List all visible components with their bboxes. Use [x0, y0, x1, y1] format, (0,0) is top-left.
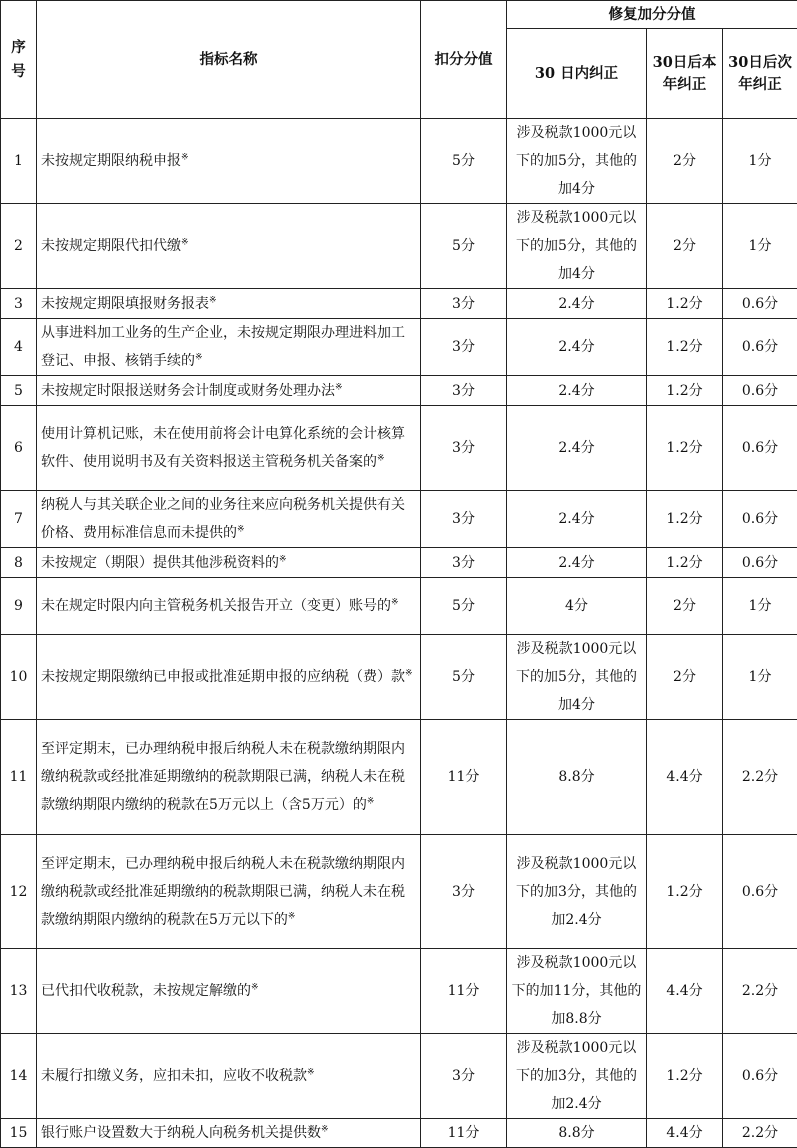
- table-row: [1, 635, 797, 720]
- next-year-value: 0.6分: [723, 835, 797, 949]
- within30-value: 2.4分: [507, 289, 647, 319]
- table-row: [1, 1119, 797, 1148]
- indicator-text: 使用计算机记账，未在使用前将会计电算化系统的会计核算软件、使用说明书及有关资料报送主管税务机关备案的: [41, 426, 405, 470]
- indicator-name: [37, 376, 421, 406]
- within30-value: 涉及税款1000元以下的加3分，其他的加2.4分: [507, 1034, 647, 1119]
- next-year-value: 0.6分: [723, 376, 797, 406]
- note-mark: ※: [181, 152, 189, 162]
- this-year-value: 1.2分: [647, 319, 723, 376]
- header-deduct: 扣分分值: [421, 1, 507, 119]
- next-year-value: 0.6分: [723, 406, 797, 491]
- note-mark: ※: [307, 1067, 315, 1077]
- next-year-value: 2.2分: [723, 949, 797, 1034]
- next-year-value: 1分: [723, 635, 797, 720]
- next-year-value: 2.2分: [723, 1119, 797, 1148]
- table-row: [1, 949, 797, 1034]
- within30-value: 2.4分: [507, 491, 647, 548]
- within30-value: 涉及税款1000元以下的加11分，其他的加8.8分: [507, 949, 647, 1034]
- indicator-text: 从事进料加工业务的生产企业，未按规定期限办理进料加工登记、申报、核销手续的: [41, 325, 405, 369]
- deduct-value: 5分: [421, 635, 507, 720]
- row-number: 2: [1, 204, 37, 289]
- table-row: [1, 376, 797, 406]
- note-mark: ※: [181, 237, 189, 247]
- indicator-text: 未履行扣缴义务，应扣未扣，应收不收税款: [41, 1068, 307, 1084]
- this-year-value: 1.2分: [647, 376, 723, 406]
- note-mark: ※: [209, 295, 217, 305]
- note-mark: ※: [251, 982, 259, 992]
- this-year-value: 2分: [647, 578, 723, 635]
- within30-value: 涉及税款1000元以下的加3分，其他的加2.4分: [507, 835, 647, 949]
- row-number: 9: [1, 578, 37, 635]
- row-number: 10: [1, 635, 37, 720]
- row-number: 3: [1, 289, 37, 319]
- deduct-value: 5分: [421, 204, 507, 289]
- deduct-value: 3分: [421, 491, 507, 548]
- within30-value: 涉及税款1000元以下的加5分，其他的加4分: [507, 119, 647, 204]
- table-row: [1, 1034, 797, 1119]
- this-year-value: 1.2分: [647, 406, 723, 491]
- next-year-value: 0.6分: [723, 548, 797, 578]
- this-year-value: 1.2分: [647, 491, 723, 548]
- deduct-value: 11分: [421, 1119, 507, 1148]
- table-row: [1, 119, 797, 204]
- deduct-value: 11分: [421, 949, 507, 1034]
- indicator-name: [37, 949, 421, 1034]
- deduct-value: 11分: [421, 720, 507, 835]
- note-mark: ※: [391, 597, 399, 607]
- indicator-name: [37, 1119, 421, 1148]
- indicator-text: 未按规定期限代扣代缴: [41, 238, 181, 254]
- note-mark: ※: [288, 911, 296, 921]
- table-row: [1, 578, 797, 635]
- indicator-text: 银行账户设置数大于纳税人向税务机关提供数: [41, 1125, 321, 1141]
- within30-value: 2.4分: [507, 319, 647, 376]
- table-row: [1, 319, 797, 376]
- table-row: [1, 406, 797, 491]
- indicator-name: [37, 635, 421, 720]
- row-number: 1: [1, 119, 37, 204]
- this-year-value: 1.2分: [647, 548, 723, 578]
- deduct-value: 3分: [421, 548, 507, 578]
- row-number: 12: [1, 835, 37, 949]
- indicator-text: 至评定期末，已办理纳税申报后纳税人未在税款缴纳期限内缴纳税款或经批准延期缴纳的税款期限已满，纳税人未在税款缴纳期限内缴纳的税款在5万元以下的: [41, 856, 405, 928]
- note-mark: ※: [335, 382, 343, 392]
- indicator-name: [37, 289, 421, 319]
- indicator-text: 未在规定时限内向主管税务机关报告开立（变更）账号的: [41, 598, 391, 614]
- deduct-value: 3分: [421, 319, 507, 376]
- indicator-name: [37, 720, 421, 835]
- within30-value: 8.8分: [507, 720, 647, 835]
- note-mark: ※: [237, 524, 245, 534]
- note-mark: ※: [321, 1124, 329, 1134]
- next-year-value: 0.6分: [723, 491, 797, 548]
- table-row: [1, 548, 797, 578]
- header-seq: 序号: [1, 1, 37, 119]
- deduct-value: 3分: [421, 1034, 507, 1119]
- indicator-name: [37, 406, 421, 491]
- table-row: [1, 835, 797, 949]
- within30-value: 2.4分: [507, 548, 647, 578]
- row-number: 7: [1, 491, 37, 548]
- row-number: 15: [1, 1119, 37, 1148]
- table-row: [1, 491, 797, 548]
- next-year-value: 1分: [723, 578, 797, 635]
- indicator-name: [37, 319, 421, 376]
- note-mark: ※: [377, 453, 385, 463]
- row-number: 13: [1, 949, 37, 1034]
- indicator-name: [37, 835, 421, 949]
- indicator-name: [37, 548, 421, 578]
- table-row: [1, 289, 797, 319]
- this-year-value: 1.2分: [647, 1034, 723, 1119]
- header-after30-thisyear: 30日后本年纠正: [647, 29, 723, 119]
- note-mark: ※: [279, 554, 287, 564]
- within30-value: 2.4分: [507, 406, 647, 491]
- this-year-value: 1.2分: [647, 835, 723, 949]
- next-year-value: 0.6分: [723, 1034, 797, 1119]
- indicator-text: 未按规定时限报送财务会计制度或财务处理办法: [41, 383, 335, 399]
- indicator-text: 未按规定期限缴纳已申报或批准延期申报的应纳税（费）款: [41, 669, 405, 685]
- indicator-name: [37, 578, 421, 635]
- header-within30: 30 日内纠正: [507, 29, 647, 119]
- row-number: 11: [1, 720, 37, 835]
- row-number: 8: [1, 548, 37, 578]
- this-year-value: 4.4分: [647, 949, 723, 1034]
- indicator-text: 未按规定期限纳税申报: [41, 153, 181, 169]
- indicator-text: 纳税人与其关联企业之间的业务往来应向税务机关提供有关价格、费用标准信息而未提供的: [41, 497, 405, 541]
- next-year-value: 2.2分: [723, 720, 797, 835]
- next-year-value: 1分: [723, 204, 797, 289]
- note-mark: ※: [195, 352, 203, 362]
- deduct-value: 5分: [421, 119, 507, 204]
- within30-value: 4分: [507, 578, 647, 635]
- table-row: [1, 204, 797, 289]
- deduct-value: 3分: [421, 376, 507, 406]
- deduct-value: 3分: [421, 289, 507, 319]
- deduct-value: 3分: [421, 835, 507, 949]
- note-mark: ※: [405, 668, 413, 678]
- indicator-text: 已代扣代收税款，未按规定解缴的: [41, 983, 251, 999]
- this-year-value: 2分: [647, 204, 723, 289]
- row-number: 5: [1, 376, 37, 406]
- indicator-name: [37, 204, 421, 289]
- this-year-value: 4.4分: [647, 720, 723, 835]
- row-number: 14: [1, 1034, 37, 1119]
- header-after30-nextyear: 30日后次年纠正: [723, 29, 797, 119]
- next-year-value: 0.6分: [723, 289, 797, 319]
- this-year-value: 2分: [647, 635, 723, 720]
- within30-value: 8.8分: [507, 1119, 647, 1148]
- indicator-name: [37, 119, 421, 204]
- deduct-value: 5分: [421, 578, 507, 635]
- table-row: [1, 720, 797, 835]
- indicator-text: 未按规定期限填报财务报表: [41, 296, 209, 312]
- indicator-text: 未按规定（期限）提供其他涉税资料的: [41, 555, 279, 571]
- row-number: 4: [1, 319, 37, 376]
- indicator-name: [37, 1034, 421, 1119]
- deduct-value: 3分: [421, 406, 507, 491]
- this-year-value: 1.2分: [647, 289, 723, 319]
- within30-value: 涉及税款1000元以下的加5分，其他的加4分: [507, 204, 647, 289]
- header-repair: 修复加分分值: [507, 1, 797, 29]
- within30-value: 涉及税款1000元以下的加5分，其他的加4分: [507, 635, 647, 720]
- this-year-value: 2分: [647, 119, 723, 204]
- this-year-value: 4.4分: [647, 1119, 723, 1148]
- indicator-text: 至评定期末，已办理纳税申报后纳税人未在税款缴纳期限内缴纳税款或经批准延期缴纳的税款期限已满，纳税人未在税款缴纳期限内缴纳的税款在5万元以上（含5万元）的: [41, 741, 405, 813]
- header-indicator: 指标名称: [37, 1, 421, 119]
- row-number: 6: [1, 406, 37, 491]
- next-year-value: 1分: [723, 119, 797, 204]
- within30-value: 2.4分: [507, 376, 647, 406]
- table-body: [1, 119, 797, 1148]
- next-year-value: 0.6分: [723, 319, 797, 376]
- indicator-name: [37, 491, 421, 548]
- note-mark: ※: [367, 796, 375, 806]
